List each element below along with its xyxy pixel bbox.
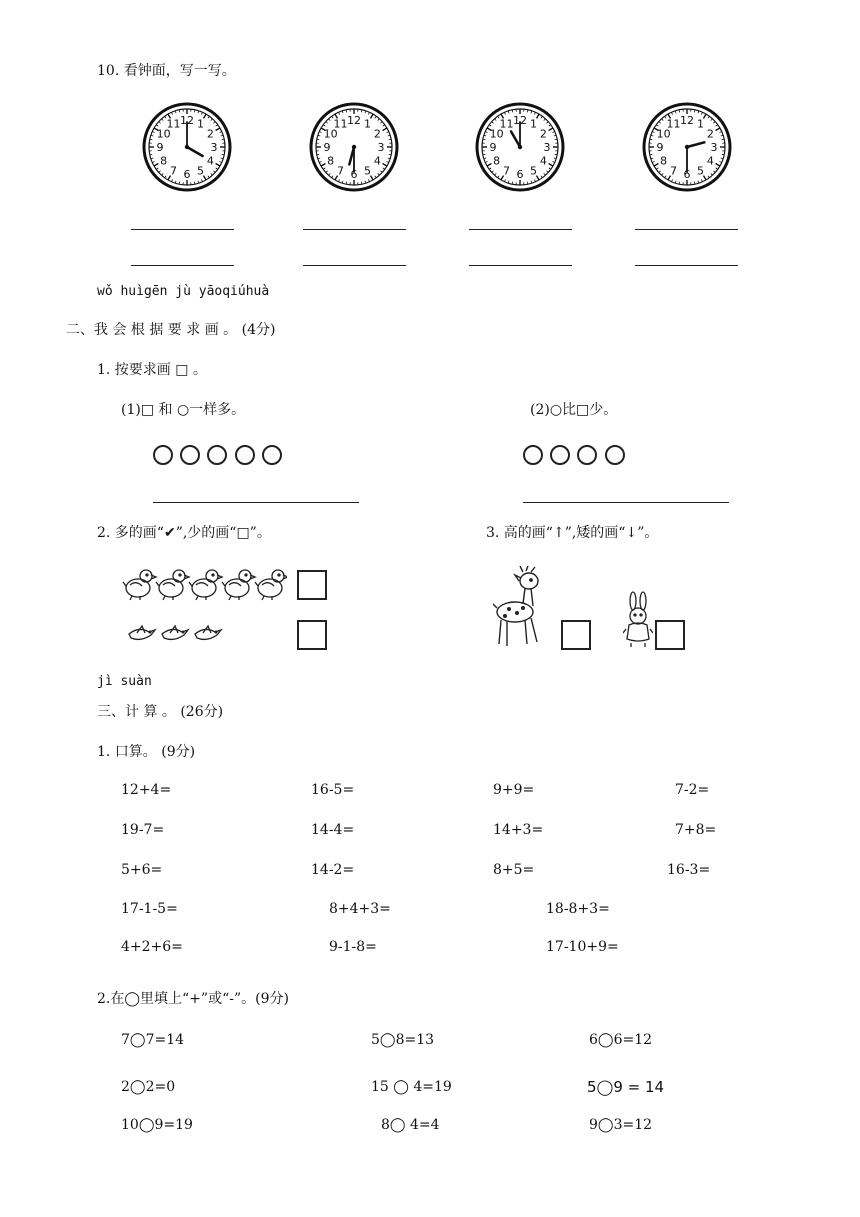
s2-q1-part-b: (2)○比□少。 (530, 402, 618, 418)
svg-text:8: 8 (327, 154, 335, 168)
math-problem: 7+8= (675, 822, 717, 838)
fill-sign-problem[interactable]: 6◯6=12 (589, 1032, 653, 1048)
answer-box[interactable] (561, 620, 591, 650)
fill-sign-problem[interactable]: 2◯2=0 (121, 1079, 176, 1095)
ducks-image (122, 566, 287, 602)
math-problem: 17-1-5= (121, 901, 178, 917)
math-problem: 7-2= (675, 782, 710, 798)
math-problem: 14-4= (311, 822, 355, 838)
svg-text:12: 12 (513, 114, 527, 127)
svg-text:5: 5 (697, 164, 704, 178)
svg-text:9: 9 (656, 141, 664, 154)
fill-sign-problem[interactable]: 9◯3=12 (589, 1117, 653, 1133)
s3-q2-title: 2.在◯里填上“+”或“-”。(9分) (97, 991, 289, 1007)
question-10-title: 10. 看钟面，写一写。 (97, 63, 236, 79)
svg-text:9: 9 (489, 141, 497, 154)
svg-text:7: 7 (503, 164, 510, 178)
svg-text:5: 5 (530, 164, 537, 178)
answer-line[interactable] (635, 229, 738, 230)
answer-line[interactable] (131, 265, 234, 266)
svg-text:5: 5 (364, 164, 371, 178)
math-problem: 19-7= (121, 822, 165, 838)
math-problem: 9+9= (493, 782, 535, 798)
svg-text:3: 3 (543, 141, 551, 154)
svg-text:1: 1 (697, 117, 704, 131)
circle-shape (523, 445, 543, 465)
math-problem: 17-10+9= (546, 939, 619, 955)
svg-text:1: 1 (530, 117, 537, 131)
svg-text:7: 7 (170, 164, 177, 178)
circle-shape (605, 445, 625, 465)
svg-text:9: 9 (323, 141, 331, 154)
math-problem: 14-2= (311, 862, 355, 878)
fill-sign-problem[interactable]: 7◯7=14 (121, 1032, 185, 1048)
svg-text:6: 6 (516, 168, 524, 181)
circle-shape (235, 445, 255, 465)
math-problem: 16-5= (311, 782, 355, 798)
s3-q1-title: 1. 口算。 (9分) (97, 744, 196, 760)
svg-text:2: 2 (539, 127, 547, 141)
answer-line[interactable] (303, 265, 406, 266)
deer-image (493, 566, 548, 650)
answer-line[interactable] (469, 229, 572, 230)
svg-text:11: 11 (333, 117, 348, 131)
drawing-line[interactable] (153, 502, 359, 503)
svg-text:8: 8 (660, 154, 668, 168)
svg-text:2: 2 (206, 127, 214, 141)
math-problem: 12+4= (121, 782, 172, 798)
clock-icon (142, 102, 232, 192)
svg-text:8: 8 (160, 154, 168, 168)
svg-text:12: 12 (347, 114, 361, 127)
rabbit-image (623, 591, 653, 649)
pinyin-line: wǒ huìgēn jù yāoqiúhuà (97, 284, 270, 299)
math-problem: 14+3= (493, 822, 544, 838)
svg-text:3: 3 (210, 141, 218, 154)
svg-text:12: 12 (680, 114, 694, 127)
s2-q3-title: 3. 高的画“↑”,矮的画“↓”。 (486, 525, 659, 541)
circle-shape (262, 445, 282, 465)
math-problem: 8+5= (493, 862, 535, 878)
svg-text:2: 2 (706, 127, 714, 141)
svg-text:11: 11 (166, 117, 181, 131)
answer-line[interactable] (131, 229, 234, 230)
fill-sign-problem[interactable]: 15 ◯ 4=19 (371, 1079, 452, 1095)
svg-text:4: 4 (539, 154, 547, 168)
clock-icon (475, 102, 565, 192)
clock-icon (309, 102, 399, 192)
svg-text:7: 7 (670, 164, 677, 178)
svg-text:10: 10 (323, 127, 338, 141)
svg-text:10: 10 (656, 127, 671, 141)
math-problem: 8+4+3= (329, 901, 391, 917)
fill-sign-problem[interactable]: 5◯9 = 14 (587, 1078, 665, 1096)
svg-text:4: 4 (373, 154, 381, 168)
answer-line[interactable] (469, 265, 572, 266)
svg-text:3: 3 (710, 141, 718, 154)
s2-q2-title: 2. 多的画“✔”,少的画“□”。 (97, 525, 271, 541)
math-problem: 5+6= (121, 862, 163, 878)
math-problem: 9-1-8= (329, 939, 377, 955)
svg-text:6: 6 (683, 168, 691, 181)
math-problem: 4+2+6= (121, 939, 183, 955)
s2-q1-title: 1. 按要求画 □ 。 (97, 362, 207, 378)
fill-sign-problem[interactable]: 8◯ 4=4 (381, 1117, 440, 1133)
answer-box[interactable] (297, 570, 327, 600)
svg-text:7: 7 (337, 164, 344, 178)
svg-text:11: 11 (499, 117, 514, 131)
drawing-line[interactable] (523, 502, 729, 503)
pinyin-line: jì suàn (97, 674, 152, 689)
svg-text:6: 6 (183, 168, 191, 181)
circle-shape (577, 445, 597, 465)
section-2-heading: 二、我 会 根 据 要 求 画 。 (4分) (66, 322, 276, 338)
svg-text:9: 9 (156, 141, 164, 154)
svg-text:1: 1 (364, 117, 371, 131)
svg-text:10: 10 (489, 127, 504, 141)
svg-text:4: 4 (206, 154, 214, 168)
svg-text:12: 12 (180, 114, 194, 127)
svg-text:2: 2 (373, 127, 381, 141)
circle-shape (180, 445, 200, 465)
answer-line[interactable] (635, 265, 738, 266)
svg-text:4: 4 (706, 154, 714, 168)
answer-box[interactable] (297, 620, 327, 650)
svg-text:10: 10 (156, 127, 171, 141)
clock-icon (642, 102, 732, 192)
svg-text:6: 6 (350, 168, 358, 181)
answer-box[interactable] (655, 620, 685, 650)
svg-text:11: 11 (666, 117, 681, 131)
svg-text:8: 8 (493, 154, 501, 168)
svg-text:1: 1 (197, 117, 204, 131)
birds-image (127, 624, 223, 644)
math-problem: 16-3= (667, 862, 711, 878)
circle-shape (153, 445, 173, 465)
math-problem: 18-8+3= (546, 901, 610, 917)
svg-text:3: 3 (377, 141, 385, 154)
answer-line[interactable] (303, 229, 406, 230)
section-3-heading: 三、计 算 。 (26分) (97, 704, 224, 720)
circle-shape (207, 445, 227, 465)
s2-q1-part-a: (1)□ 和 ○一样多。 (121, 402, 246, 418)
fill-sign-problem[interactable]: 10◯9=19 (121, 1117, 193, 1133)
fill-sign-problem[interactable]: 5◯8=13 (371, 1032, 435, 1048)
svg-text:5: 5 (197, 164, 204, 178)
circle-shape (550, 445, 570, 465)
